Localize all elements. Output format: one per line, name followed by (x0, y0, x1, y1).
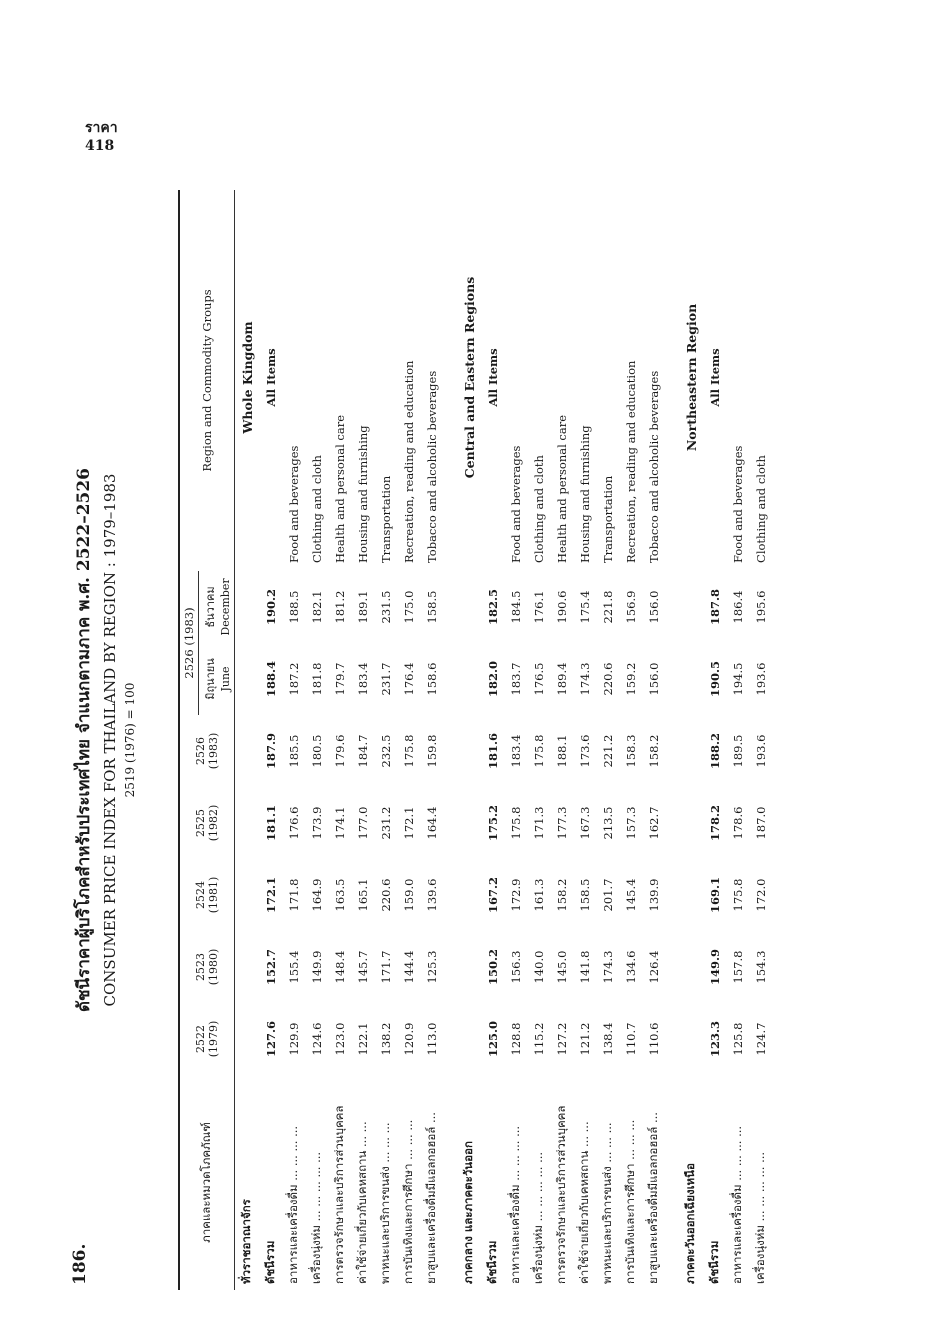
header-december: ธันวาคม December (204, 578, 232, 636)
title-english: CONSUMER PRICE INDEX FOR THAILAND BY REGION : 1979–1983 (101, 473, 119, 1007)
commodity-label-english: Food and beverages (508, 445, 523, 563)
index-value-cell: 186.4 (730, 590, 745, 624)
empty-cell (457, 571, 481, 643)
empty-cell (679, 715, 703, 787)
index-value-cell: 156.9 (623, 590, 638, 624)
table-row (397, 190, 420, 1290)
index-value-cell: 221.8 (600, 590, 615, 624)
page-number-block (85, 120, 118, 155)
commodity-label-english: Food and beverages (730, 445, 745, 563)
index-value-cell: 157.3 (623, 806, 638, 840)
commodity-label-english: Transportation (600, 475, 615, 563)
index-value-cell: 124.7 (753, 1022, 768, 1056)
region-header-row (457, 190, 481, 1290)
commodity-label-english: Clothing and cloth (309, 455, 324, 563)
index-value-cell: 141.8 (577, 950, 592, 984)
index-value-cell: 187.2 (286, 662, 301, 696)
index-value-cell: 156.0 (646, 662, 661, 696)
index-value-cell: 175.8 (508, 806, 523, 840)
index-value-cell: 201.7 (600, 878, 615, 912)
commodity-label-english: Health and personal care (554, 414, 569, 563)
index-value-cell: 176.6 (286, 806, 301, 840)
index-value-cell: 190.2 (263, 588, 278, 625)
index-value-cell: 148.4 (332, 950, 347, 984)
commodity-label-thai: ดัชนีรวม (484, 1240, 499, 1284)
region-name-english: Central and Eastern Regions (461, 276, 477, 479)
index-value-cell: 183.7 (508, 662, 523, 696)
commodity-label-thai: ค่าใช้จ่ายเกี่ยวกับเคหสถาน ... ... (576, 1121, 591, 1284)
region-name-thai: ทั่วราชอาณาจักร (239, 1199, 253, 1284)
index-value-cell: 173.6 (577, 734, 592, 768)
cpi-table-wrap (180, 190, 772, 1290)
empty-cell (679, 859, 703, 931)
index-value-cell: 220.6 (378, 878, 393, 912)
index-value-cell: 181.1 (263, 805, 278, 842)
index-value-cell: 127.6 (263, 1021, 278, 1058)
index-value-cell: 173.9 (309, 806, 324, 840)
commodity-label-thai: อาหารและเครื่องดื่ม ... ... ... ... (729, 1125, 744, 1284)
index-value-cell: 194.5 (730, 662, 745, 696)
empty-cell (679, 787, 703, 859)
empty-cell (457, 1003, 481, 1075)
index-value-cell: 158.5 (577, 878, 592, 912)
table-row (726, 190, 749, 1290)
title-block (70, 190, 175, 1290)
commodity-label-english: Tobacco and alcoholic beverages (646, 370, 661, 563)
empty-cell (235, 787, 259, 859)
empty-cell (235, 859, 259, 931)
index-value-cell: 189.4 (554, 662, 569, 696)
page-number: 418 (85, 137, 115, 154)
header-thai-column: ภาคและหมวดโภคภัณฑ์ (199, 1122, 213, 1243)
index-value-cell: 158.2 (554, 878, 569, 912)
commodity-label-english: All Items (263, 348, 278, 407)
index-value-cell: 110.7 (623, 1022, 638, 1056)
table-row (596, 190, 619, 1290)
empty-cell (235, 643, 259, 715)
index-value-cell: 139.9 (646, 878, 661, 912)
header-group-2526: 2526 (1983) (180, 571, 199, 715)
commodity-label-thai: พาหนะและบริการขนส่ง ... ... ... (599, 1122, 614, 1284)
commodity-label-thai: ยาสูบและเครื่องดื่มมีแอลกอฮอล์ ... (645, 1112, 660, 1284)
header-year-2524: 2524 (1981) (194, 876, 220, 914)
index-value-cell: 145.4 (623, 878, 638, 912)
commodity-label-english: Health and personal care (332, 414, 347, 563)
index-value-cell: 175.8 (531, 734, 546, 768)
table-row (749, 190, 772, 1290)
index-value-cell: 213.5 (600, 806, 615, 840)
index-value-cell: 187.8 (707, 588, 722, 625)
empty-cell (235, 571, 259, 643)
index-value-cell: 231.2 (378, 806, 393, 840)
index-value-cell: 144.4 (401, 950, 416, 984)
commodity-label-english: Housing and furnishing (577, 425, 592, 563)
index-value-cell: 220.6 (600, 662, 615, 696)
index-value-cell: 171.7 (378, 950, 393, 984)
index-value-cell: 128.8 (508, 1022, 523, 1056)
index-value-cell: 158.6 (424, 662, 439, 696)
table-row (550, 190, 573, 1290)
index-value-cell: 161.3 (531, 878, 546, 912)
rotated-table-page (70, 190, 850, 1290)
table-row (642, 190, 665, 1290)
commodity-label-thai: การบันเทิงและการศึกษา ... ... ... (400, 1119, 415, 1284)
index-value-cell: 122.1 (355, 1022, 370, 1056)
index-value-cell: 163.5 (332, 878, 347, 912)
base-year-note: 2519 (1976) = 100 (123, 682, 137, 798)
index-value-cell: 167.3 (577, 806, 592, 840)
index-value-cell: 150.2 (485, 949, 500, 986)
index-value-cell: 158.5 (424, 590, 439, 624)
commodity-label-thai: ค่าใช้จ่ายเกี่ยวกับเคหสถาน ... ... (354, 1121, 369, 1284)
index-value-cell: 123.3 (707, 1021, 722, 1058)
region-header-row (679, 190, 703, 1290)
commodity-label-thai: การบันเทิงและการศึกษา ... ... ... (622, 1119, 637, 1284)
index-value-cell: 125.3 (424, 950, 439, 984)
empty-cell (235, 931, 259, 1003)
index-value-cell: 174.1 (332, 806, 347, 840)
all-items-row (259, 190, 282, 1290)
commodity-label-english: Recreation, reading and education (401, 360, 416, 563)
table-row (420, 190, 443, 1290)
index-value-cell: 184.7 (355, 734, 370, 768)
index-value-cell: 187.0 (753, 806, 768, 840)
header-june: มิถุนายน June (204, 658, 232, 700)
commodity-label-thai: การตรวจรักษาและบริการส่วนบุคคล (331, 1105, 346, 1284)
index-value-cell: 129.9 (286, 1022, 301, 1056)
commodity-label-english: All Items (485, 348, 500, 407)
table-row (305, 190, 328, 1290)
commodity-label-thai: ดัชนีรวม (706, 1240, 721, 1284)
title-thai: ดัชนีราคาผู้บริโภคสำหรับประเทศไทย จำแนกตามภาค พ.ศ. 2522–2526 (74, 467, 94, 1013)
empty-cell (235, 1003, 259, 1075)
index-value-cell: 185.5 (286, 734, 301, 768)
index-value-cell: 187.9 (263, 733, 278, 770)
commodity-label-thai: เครื่องนุ่งห่ม ... ... ... ... ... (752, 1151, 767, 1284)
index-value-cell: 193.6 (753, 662, 768, 696)
index-value-cell: 231.7 (378, 662, 393, 696)
table-row (374, 190, 397, 1290)
index-value-cell: 125.0 (485, 1021, 500, 1058)
commodity-label-english: Clothing and cloth (753, 455, 768, 563)
table-row (619, 190, 642, 1290)
index-value-cell: 182.5 (485, 588, 500, 625)
index-value-cell: 178.2 (707, 805, 722, 842)
commodity-label-english: Clothing and cloth (531, 455, 546, 563)
index-value-cell: 158.2 (646, 734, 661, 768)
empty-cell (457, 859, 481, 931)
index-value-cell: 124.6 (309, 1022, 324, 1056)
index-value-cell: 110.6 (646, 1022, 661, 1056)
index-value-cell: 121.2 (577, 1022, 592, 1056)
index-value-cell: 176.4 (401, 662, 416, 696)
index-value-cell: 189.1 (355, 590, 370, 624)
index-value-cell: 193.6 (753, 734, 768, 768)
all-items-row (703, 190, 726, 1290)
index-value-cell: 162.7 (646, 806, 661, 840)
table-row (527, 190, 550, 1290)
index-value-cell: 120.9 (401, 1022, 416, 1056)
index-value-cell: 179.6 (332, 734, 347, 768)
empty-cell (235, 715, 259, 787)
index-value-cell: 189.5 (730, 734, 745, 768)
index-value-cell: 177.0 (355, 806, 370, 840)
region-header-row (235, 190, 259, 1290)
index-value-cell: 156.3 (508, 950, 523, 984)
table-number: 186. (70, 1243, 90, 1285)
empty-cell (679, 1003, 703, 1075)
index-value-cell: 188.4 (263, 661, 278, 698)
commodity-label-english: Food and beverages (286, 445, 301, 563)
index-value-cell: 181.8 (309, 662, 324, 696)
index-value-cell: 188.5 (286, 590, 301, 624)
table-header (180, 190, 235, 1290)
index-value-cell: 149.9 (707, 949, 722, 986)
index-value-cell: 123.0 (332, 1022, 347, 1056)
title-thai-line (70, 190, 97, 1290)
table-row (328, 190, 351, 1290)
commodity-label-thai: ดัชนีรวม (262, 1240, 277, 1284)
index-value-cell: 159.0 (401, 878, 416, 912)
commodity-label-english: Recreation, reading and education (623, 360, 638, 563)
index-value-cell: 171.8 (286, 878, 301, 912)
header-english-column: Region and Commodity Groups (200, 289, 214, 472)
index-value-cell: 175.8 (730, 878, 745, 912)
index-value-cell: 232.5 (378, 734, 393, 768)
index-value-cell: 182.0 (485, 661, 500, 698)
index-value-cell: 158.3 (623, 734, 638, 768)
empty-cell (457, 931, 481, 1003)
index-value-cell: 221.2 (600, 734, 615, 768)
index-value-cell: 174.3 (577, 662, 592, 696)
commodity-label-thai: การตรวจรักษาและบริการส่วนบุคคล (553, 1105, 568, 1284)
header-year-2523: 2523 (1980) (194, 948, 220, 986)
commodity-label-english: Housing and furnishing (355, 425, 370, 563)
index-value-cell: 172.1 (263, 877, 278, 914)
index-value-cell: 179.7 (332, 662, 347, 696)
index-value-cell: 172.1 (401, 806, 416, 840)
index-value-cell: 125.8 (730, 1022, 745, 1056)
index-value-cell: 175.0 (401, 590, 416, 624)
index-value-cell: 138.2 (378, 1022, 393, 1056)
index-value-cell: 182.1 (309, 590, 324, 624)
empty-cell (457, 715, 481, 787)
commodity-label-thai: อาหารและเครื่องดื่ม ... ... ... ... (507, 1125, 522, 1284)
region-name-english: Northeastern Region (683, 303, 699, 452)
region-name-thai: ภาคตะวันออกเฉียงเหนือ (683, 1163, 697, 1284)
index-value-cell: 159.8 (424, 734, 439, 768)
index-value-cell: 175.4 (577, 590, 592, 624)
index-value-cell: 176.1 (531, 590, 546, 624)
index-value-cell: 134.6 (623, 950, 638, 984)
empty-cell (457, 643, 481, 715)
region-spacer (665, 190, 679, 1290)
index-value-cell: 183.4 (355, 662, 370, 696)
index-value-cell: 138.4 (600, 1022, 615, 1056)
index-value-cell: 155.4 (286, 950, 301, 984)
commodity-label-thai: พาหนะและบริการขนส่ง ... ... ... (377, 1122, 392, 1284)
index-value-cell: 164.9 (309, 878, 324, 912)
header-year-2526: 2526 (1983) (194, 732, 220, 770)
index-value-cell: 127.2 (554, 1022, 569, 1056)
index-value-cell: 145.7 (355, 950, 370, 984)
index-value-cell: 165.1 (355, 878, 370, 912)
index-value-cell: 188.2 (707, 733, 722, 770)
index-value-cell: 174.3 (600, 950, 615, 984)
index-value-cell: 126.4 (646, 950, 661, 984)
index-value-cell: 175.8 (401, 734, 416, 768)
index-value-cell: 154.3 (753, 950, 768, 984)
commodity-label-thai: เครื่องนุ่งห่ม ... ... ... ... ... (308, 1151, 323, 1284)
index-value-cell: 169.1 (707, 877, 722, 914)
table-row (282, 190, 305, 1290)
index-value-cell: 175.2 (485, 805, 500, 842)
index-value-cell: 140.0 (531, 950, 546, 984)
index-value-cell: 149.9 (309, 950, 324, 984)
index-value-cell: 167.2 (485, 877, 500, 914)
index-value-cell: 183.4 (508, 734, 523, 768)
table-row (573, 190, 596, 1290)
region-spacer (443, 190, 457, 1290)
page-section-label: ราคา (85, 120, 118, 136)
empty-cell (679, 571, 703, 643)
cpi-table (180, 190, 772, 1290)
index-value-cell: 195.6 (753, 590, 768, 624)
index-value-cell: 156.0 (646, 590, 661, 624)
region-name-english: Whole Kingdom (239, 321, 255, 434)
index-value-cell: 139.6 (424, 878, 439, 912)
index-value-cell: 181.6 (485, 733, 500, 770)
commodity-label-english: All Items (707, 348, 722, 407)
commodity-label-english: Transportation (378, 475, 393, 563)
index-value-cell: 152.7 (263, 949, 278, 986)
index-value-cell: 190.5 (707, 661, 722, 698)
empty-cell (679, 643, 703, 715)
index-value-cell: 164.4 (424, 806, 439, 840)
index-value-cell: 176.5 (531, 662, 546, 696)
table-row (504, 190, 527, 1290)
region-name-thai: ภาคกลาง และภาคตะวันออก (461, 1141, 475, 1284)
index-value-cell: 177.3 (554, 806, 569, 840)
index-value-cell: 181.2 (332, 590, 347, 624)
index-value-cell: 172.9 (508, 878, 523, 912)
index-value-cell: 159.2 (623, 662, 638, 696)
index-value-cell: 171.3 (531, 806, 546, 840)
empty-cell (457, 787, 481, 859)
index-value-cell: 172.0 (753, 878, 768, 912)
header-year-2525: 2525 (1982) (194, 804, 220, 842)
index-value-cell: 145.0 (554, 950, 569, 984)
commodity-label-thai: ยาสูบและเครื่องดื่มมีแอลกอฮอล์ ... (423, 1112, 438, 1284)
empty-cell (679, 931, 703, 1003)
commodity-label-thai: เครื่องนุ่งห่ม ... ... ... ... ... (530, 1151, 545, 1284)
index-value-cell: 231.5 (378, 590, 393, 624)
index-value-cell: 184.5 (508, 590, 523, 624)
index-value-cell: 157.8 (730, 950, 745, 984)
commodity-label-english: Tobacco and alcoholic beverages (424, 370, 439, 563)
index-value-cell: 180.5 (309, 734, 324, 768)
all-items-row (481, 190, 504, 1290)
table-body (235, 190, 772, 1290)
index-value-cell: 115.2 (531, 1022, 546, 1056)
index-value-cell: 188.1 (554, 734, 569, 768)
table-row (351, 190, 374, 1290)
index-value-cell: 190.6 (554, 590, 569, 624)
index-value-cell: 178.6 (730, 806, 745, 840)
header-year-2522: 2522 (1979) (194, 1020, 220, 1058)
index-value-cell: 113.0 (424, 1022, 439, 1056)
commodity-label-thai: อาหารและเครื่องดื่ม ... ... ... ... (285, 1125, 300, 1284)
